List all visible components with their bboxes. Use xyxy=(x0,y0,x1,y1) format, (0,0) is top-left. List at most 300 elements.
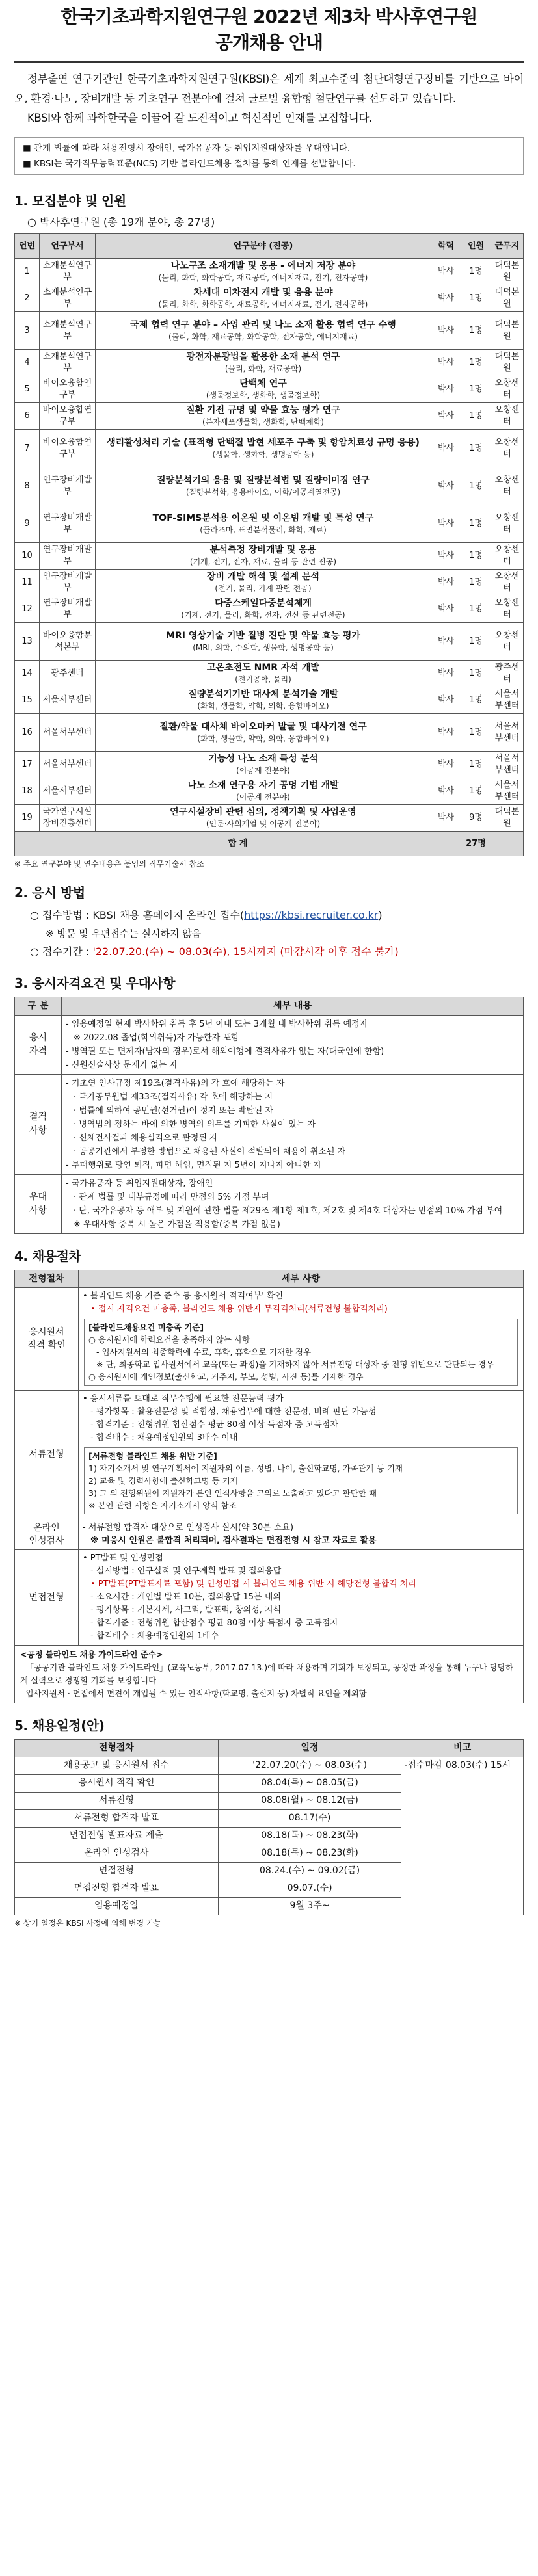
requirement-line: - 신원신술사상 문제가 없는 자 xyxy=(66,1060,178,1070)
table-row xyxy=(15,312,524,350)
apply-method xyxy=(30,906,524,961)
field-major: (기계, 전기, 전자, 재료, 물리 등 관련 전공) xyxy=(189,557,337,567)
row-education: 박사 xyxy=(431,805,461,832)
positions-subtitle: ○ 박사후연구원 (총 19개 분야, 총 27명) xyxy=(27,216,215,228)
row-headcount: 1명 xyxy=(461,505,491,543)
schedule-date: 09.07.(수) xyxy=(218,1880,401,1897)
row-number: 4 xyxy=(15,350,40,376)
table-row xyxy=(15,543,524,570)
row-field xyxy=(96,570,431,596)
column-header: 학력 xyxy=(431,234,461,259)
row-number: 10 xyxy=(15,543,40,570)
box-line: 2) 교육 및 경력사항에 출신학교명 등 기재 xyxy=(88,1475,238,1486)
stage-line: • 블라인드 채용 기준 준수 등 응시원서 적격여부' 확인 xyxy=(83,1291,284,1301)
row-education: 박사 xyxy=(431,687,461,714)
intro-section xyxy=(14,70,524,128)
row-headcount: 1명 xyxy=(461,661,491,687)
column-header: 인원 xyxy=(461,234,491,259)
row-education: 박사 xyxy=(431,403,461,430)
schedule-table-body xyxy=(15,1757,524,1915)
stage-line-warning: • PT발표(PT발표자료 포함) 및 인성면접 시 블라인드 채용 위반 시 해당전형 불합격 처리 xyxy=(90,1579,416,1589)
table-row xyxy=(15,570,524,596)
procedure-row-personality xyxy=(15,1519,524,1549)
schedule-date: 08.08(월) ~ 08.12(금) xyxy=(218,1792,401,1809)
stage-label-text: 응시원서 적격 확인 xyxy=(27,1327,66,1351)
row-headcount: 1명 xyxy=(461,687,491,714)
requirement-line: · 단, 국가유공자 등 애부 및 지원에 관한 법률 제29조 제1항 제1호, 제2호 및 제4호 대상자는 만점의 10% 가점 부여 xyxy=(74,1205,503,1216)
requirement-line: - 병역필 또는 면제자(남자의 경우)로서 해외여행에 결격사유가 없는 자(대국인에 한함) xyxy=(66,1046,384,1057)
requirement-line: · 병역법의 정하는 바에 의한 병역의 의무를 기피한 사실이 있는 자 xyxy=(74,1119,316,1129)
requirement-detail xyxy=(62,1074,524,1174)
row-location: 오창센터 xyxy=(491,596,524,623)
row-headcount: 1명 xyxy=(461,543,491,570)
row-department: 연구장비개발부 xyxy=(40,505,96,543)
column-header: 연번 xyxy=(15,234,40,259)
apply-period-value: '22.07.20.(수) ~ 08.03(수), 15시까지 (마감시각 이후 접수 불가) xyxy=(92,945,399,958)
positions-table-body xyxy=(15,259,524,832)
row-field xyxy=(96,596,431,623)
table-row xyxy=(15,596,524,623)
row-field xyxy=(96,467,431,505)
section-title-positions: 1. 모집분야 및 인원 xyxy=(14,193,126,209)
field-major: (물리, 화학, 재료공학, 화학공학, 전자공학, 에너지재료) xyxy=(168,332,358,341)
box-heading: [블라인드채용요건 미충족 기준] xyxy=(88,1322,204,1332)
requirement-category: 결격 사항 xyxy=(15,1074,62,1174)
field-main: 고온초전도 NMR 자석 개발 xyxy=(207,663,319,674)
schedule-row xyxy=(15,1757,524,1774)
row-location: 서울서부센터 xyxy=(491,687,524,714)
field-major: (이공계 전분야) xyxy=(236,793,290,802)
row-headcount: 1명 xyxy=(461,376,491,403)
row-field xyxy=(96,259,431,285)
notice-box xyxy=(14,137,524,175)
blind-criteria-box xyxy=(84,1319,518,1386)
field-major: (물리, 화학, 화학공학, 재료공학, 에너지재료, 전기, 전자공학) xyxy=(158,300,368,309)
row-number: 19 xyxy=(15,805,40,832)
row-field xyxy=(96,752,431,778)
guideline-heading: <공정 블라인드 채용 가이드라인 준수> xyxy=(20,1649,163,1659)
field-main: TOF-SIMS분석용 이온원 및 이온빔 개발 및 특성 연구 xyxy=(152,512,374,523)
requirement-detail xyxy=(62,1174,524,1233)
field-main: 다중스케일다중분석체계 xyxy=(215,598,312,609)
row-headcount: 1명 xyxy=(461,570,491,596)
table-row xyxy=(15,403,524,430)
row-education: 박사 xyxy=(431,285,461,312)
row-location: 서울서부센터 xyxy=(491,714,524,752)
row-number: 2 xyxy=(15,285,40,312)
stage-label xyxy=(15,1519,79,1549)
schedule-step: 채용공고 및 응시원서 접수 xyxy=(15,1757,219,1774)
schedule-step: 면접전형 발표자료 제출 xyxy=(15,1827,219,1845)
stage-line: - 소요시간 : 개인별 발표 10분, 질의응답 15분 내외 xyxy=(90,1592,281,1602)
row-education: 박사 xyxy=(431,467,461,505)
row-education: 박사 xyxy=(431,623,461,661)
row-location: 대덕본원 xyxy=(491,259,524,285)
box-heading: [서류전형 블라인드 채용 위반 기준] xyxy=(88,1451,217,1461)
row-location: 오창센터 xyxy=(491,430,524,467)
row-field xyxy=(96,687,431,714)
field-major: (질량분석학, 응용바이오, 이학/이공계열전공) xyxy=(185,487,341,497)
field-main: 기능성 나노 소재 특성 분석 xyxy=(208,754,318,765)
table-row xyxy=(15,467,524,505)
table-header-row xyxy=(15,997,524,1015)
requirement-category: 응시 자격 xyxy=(15,1015,62,1074)
field-main: 차세대 이차전지 개발 및 응용 분야 xyxy=(193,287,333,298)
table-header-row xyxy=(15,1739,524,1757)
schedule-step: 서류전형 xyxy=(15,1792,219,1809)
table-row xyxy=(15,714,524,752)
row-field xyxy=(96,623,431,661)
row-number: 14 xyxy=(15,661,40,687)
field-major: (물리, 화학, 화학공학, 재료공학, 에너지재료, 전기, 전자공학) xyxy=(158,273,368,283)
stage-detail xyxy=(79,1549,524,1645)
field-major: (전기, 물리, 기계 관련 전공) xyxy=(215,584,312,594)
column-header: 세부 사항 xyxy=(79,1270,524,1287)
row-location: 광주센터 xyxy=(491,661,524,687)
schedule-step: 온라인 인성검사 xyxy=(15,1845,219,1862)
table-row xyxy=(15,623,524,661)
row-location: 오창센터 xyxy=(491,403,524,430)
row-number: 12 xyxy=(15,596,40,623)
field-main: 나노구조 소재개발 및 응용 - 에너지 저장 분야 xyxy=(170,261,356,272)
positions-footnote: ※ 주요 연구분야 및 연수내용은 붙임의 직무기술서 참조 xyxy=(14,860,204,869)
section-title-apply: 2. 응시 방법 xyxy=(14,884,85,900)
row-location: 대덕본원 xyxy=(491,350,524,376)
row-location: 오창센터 xyxy=(491,543,524,570)
box-line: ※ 단, 최종학교 입사원서에서 교육(또는 과정)을 기재하지 않아 서류전형 대상자 중 전형 위반으로 판단되는 경우 xyxy=(96,1359,494,1369)
row-location: 오창센터 xyxy=(491,467,524,505)
row-field xyxy=(96,661,431,687)
field-major: (분자세포생물학, 생화학, 단백체학) xyxy=(202,417,324,427)
field-major: (생물정보학, 생화학, 생물정보학) xyxy=(206,391,321,401)
row-location: 서울서부센터 xyxy=(491,778,524,805)
table-row xyxy=(15,778,524,805)
row-education: 박사 xyxy=(431,596,461,623)
table-header-row xyxy=(15,234,524,259)
row-headcount: 9명 xyxy=(461,805,491,832)
table-row xyxy=(15,350,524,376)
procedure-table xyxy=(14,1270,524,1646)
row-headcount: 1명 xyxy=(461,430,491,467)
row-department: 서울서부센터 xyxy=(40,687,96,714)
schedule-date: 08.24.(수) ~ 09.02(금) xyxy=(218,1862,401,1880)
field-main: MRI 영상기술 기반 질병 진단 및 약물 효능 평가 xyxy=(166,630,360,641)
stage-label xyxy=(15,1390,79,1519)
stage-detail xyxy=(79,1287,524,1390)
row-field xyxy=(96,805,431,832)
row-education: 박사 xyxy=(431,543,461,570)
apply-method-label: ○ 접수방법 : KBSI 채용 홈페이지 온라인 접수( xyxy=(30,908,245,921)
row-education: 박사 xyxy=(431,570,461,596)
field-main: 생리활성처리 기술 (표적형 단백질 발현 세포주 구축 및 항암치료성 규명 응용) xyxy=(107,437,420,448)
stage-detail xyxy=(79,1519,524,1549)
requirements-table-body xyxy=(15,1015,524,1233)
schedule-step: 면접전형 xyxy=(15,1862,219,1880)
row-field xyxy=(96,714,431,752)
schedule-date: 08.04(목) ~ 08.05(금) xyxy=(218,1774,401,1792)
row-department: 소재분석연구부 xyxy=(40,259,96,285)
schedule-date: 08.18(목) ~ 08.23(화) xyxy=(218,1827,401,1845)
row-department: 연구장비개발부 xyxy=(40,596,96,623)
stage-label-text: 면접전형 xyxy=(29,1592,64,1603)
row-headcount: 1명 xyxy=(461,467,491,505)
field-major: (플라즈마, 표면분석물리, 화학, 재료) xyxy=(200,525,327,534)
row-location: 오창센터 xyxy=(491,376,524,403)
column-header: 세부 내용 xyxy=(62,997,524,1015)
requirement-row xyxy=(15,1174,524,1233)
column-header: 근무지 xyxy=(491,234,524,259)
row-location: 오창센터 xyxy=(491,623,524,661)
row-headcount: 1명 xyxy=(461,623,491,661)
stage-line: - 서류전형 합격자 대상으로 인성검사 실시(약 30분 소요) xyxy=(83,1522,294,1532)
row-field xyxy=(96,350,431,376)
row-location: 오창센터 xyxy=(491,505,524,543)
apply-line-3 xyxy=(30,943,524,961)
title-block xyxy=(14,0,524,56)
row-field xyxy=(96,543,431,570)
row-headcount: 1명 xyxy=(461,403,491,430)
schedule-date: '22.07.20(수) ~ 08.03(수) xyxy=(218,1757,401,1774)
schedule-date: 08.17(수) xyxy=(218,1809,401,1827)
field-main: 국제 협력 연구 분야 – 사업 관리 및 나노 소재 활용 협력 연구 수행 xyxy=(130,319,396,330)
stage-label xyxy=(15,1549,79,1645)
stage-label xyxy=(15,1287,79,1390)
procedure-row-eligibility xyxy=(15,1287,524,1390)
schedule-step: 응시원서 적격 확인 xyxy=(15,1774,219,1792)
row-department: 국가연구시설장비진흥센터 xyxy=(40,805,96,832)
total-row xyxy=(15,832,524,856)
row-headcount: 1명 xyxy=(461,714,491,752)
requirement-line: - 기초연 인사규정 제19조(결격사유)의 각 호에 해당하는 자 xyxy=(66,1078,285,1088)
row-education: 박사 xyxy=(431,259,461,285)
row-department: 바이오융합분석본부 xyxy=(40,623,96,661)
recruit-site-link[interactable]: https://kbsi.recruiter.co.kr xyxy=(244,908,379,921)
row-department: 서울서부센터 xyxy=(40,752,96,778)
stage-label-text: 온라인 인성검사 xyxy=(29,1522,64,1546)
field-major: (물리, 화학, 재료공학) xyxy=(224,364,302,374)
requirement-line: · 국가공무원법 제33조(결격사유) 각 호에 해당하는 자 xyxy=(74,1092,273,1102)
requirement-row xyxy=(15,1015,524,1074)
row-department: 바이오융합연구부 xyxy=(40,376,96,403)
requirement-line: ※ 2022.08 졸업(학위취득)자 가능한자 포함 xyxy=(74,1032,239,1043)
table-row xyxy=(15,752,524,778)
row-education: 박사 xyxy=(431,714,461,752)
row-number: 8 xyxy=(15,467,40,505)
stage-detail xyxy=(79,1390,524,1519)
schedule-date: 08.18(목) ~ 08.23(화) xyxy=(218,1845,401,1862)
row-department: 서울서부센터 xyxy=(40,778,96,805)
section-title-procedure: 4. 채용절차 xyxy=(14,1248,81,1264)
requirement-category: 우대 사항 xyxy=(15,1174,62,1233)
row-headcount: 1명 xyxy=(461,778,491,805)
document-blind-box xyxy=(84,1447,518,1514)
stage-line: • PT발표 및 인성면접 xyxy=(83,1553,163,1563)
table-row xyxy=(15,687,524,714)
requirement-line: ※ 우대사항 중복 시 높은 가점을 적용함(중복 가점 없음) xyxy=(74,1219,280,1229)
requirement-line: - 임용예정일 현재 박사학위 취득 후 5년 이내 또는 3개월 내 박사학위 취득 예정자 xyxy=(66,1019,368,1029)
procedure-row-interview xyxy=(15,1549,524,1645)
column-header: 연구분야 (전공) xyxy=(96,234,431,259)
requirement-line: · 법률에 의하여 공민권(선거권)이 정지 또는 박탈된 자 xyxy=(74,1105,273,1116)
row-department: 소재분석연구부 xyxy=(40,350,96,376)
row-number: 1 xyxy=(15,259,40,285)
stage-line: - 합격배수 : 채용예정인원의 3배수 이내 xyxy=(90,1432,238,1443)
procedure-row-document xyxy=(15,1390,524,1519)
stage-line: • 응시서류를 토대로 직무수행에 필요한 전문능력 평가 xyxy=(83,1393,284,1404)
field-main: 단백체 연구 xyxy=(239,378,287,389)
requirement-line: · 신체건사결과 채용실격으로 판정된 자 xyxy=(74,1133,218,1143)
schedule-step: 임용예정일 xyxy=(15,1897,219,1915)
field-major: (화학, 생물학, 약학, 의학, 융합바이오) xyxy=(197,733,329,743)
table-row xyxy=(15,259,524,285)
schedule-date: 9월 3주~ xyxy=(218,1897,401,1915)
row-number: 9 xyxy=(15,505,40,543)
requirement-detail xyxy=(62,1015,524,1074)
row-number: 5 xyxy=(15,376,40,403)
column-header: 연구부서 xyxy=(40,234,96,259)
field-major: (인문·사회계열 및 이공계 전분야) xyxy=(206,819,321,829)
requirement-row xyxy=(15,1074,524,1174)
row-number: 15 xyxy=(15,687,40,714)
field-main: 연구시설장비 관련 심의, 정책기획 및 사업운영 xyxy=(170,807,356,818)
row-department: 서울서부센터 xyxy=(40,714,96,752)
row-education: 박사 xyxy=(431,350,461,376)
stage-label-text: 서류전형 xyxy=(29,1449,64,1460)
page-title: 한국기초과학지원연구원 2022년 제3차 박사후연구원 xyxy=(61,6,477,27)
field-main: 장비 개발 해석 및 설계 분석 xyxy=(206,572,320,583)
table-header-row xyxy=(15,1270,524,1287)
requirement-line: · 관계 법률 및 내부규정에 따라 만점의 5% 가점 부여 xyxy=(74,1192,269,1202)
stage-line: - 평가항목 : 기본자세, 사고력, 발표력, 창의성, 지식 xyxy=(90,1605,282,1615)
notice-item: ■ 관계 법률에 따라 채용전형시 장애인, 국가유공자 등 취업지원대상자를 우대합니다. xyxy=(23,143,351,153)
row-location: 대덕본원 xyxy=(491,285,524,312)
row-department: 바이오융합연구부 xyxy=(40,430,96,467)
row-number: 16 xyxy=(15,714,40,752)
box-line: 1) 자기소개서 및 연구계획서에 지원자의 이름, 성별, 나이, 출신학교명, 가족관계 등 기재 xyxy=(88,1463,403,1473)
row-field xyxy=(96,778,431,805)
row-education: 박사 xyxy=(431,661,461,687)
row-number: 11 xyxy=(15,570,40,596)
row-department: 소재분석연구부 xyxy=(40,285,96,312)
row-field xyxy=(96,403,431,430)
guideline-line: - 입사지원서 · 면접에서 편견이 개입될 수 있는 인적사항(학교명, 출신지 등) 차별적 요인을 제외함 xyxy=(20,1688,367,1698)
row-department: 연구장비개발부 xyxy=(40,543,96,570)
field-main: 광전자분광법을 활용한 소재 분석 연구 xyxy=(186,352,340,363)
table-row xyxy=(15,805,524,832)
stage-line: - 합격배수 : 채용예정인원의 1배수 xyxy=(90,1631,219,1641)
row-department: 바이오융합연구부 xyxy=(40,403,96,430)
table-row xyxy=(15,430,524,467)
row-headcount: 1명 xyxy=(461,285,491,312)
row-department: 광주센터 xyxy=(40,661,96,687)
row-headcount: 1명 xyxy=(461,596,491,623)
row-number: 6 xyxy=(15,403,40,430)
schedule-step: 서류전형 합격자 발표 xyxy=(15,1809,219,1827)
notice-item: ■ KBSI는 국가직무능력표준(NCS) 기반 블라인드채용 절차를 통해 인재를 선발합니다. xyxy=(23,159,356,169)
field-major: (화학, 생물학, 약학, 의학, 융합바이오) xyxy=(197,702,329,711)
box-line: 3) 그 외 전형위원이 지원자가 본인 인적사항을 고의로 노출하고 있다고 판단한 때 xyxy=(88,1488,377,1498)
row-education: 박사 xyxy=(431,505,461,543)
intro-paragraph-1: 정부출연 연구기관인 한국기초과학지원연구원(KBSI)은 세계 최고수준의 첨단대형연구장비를 기반으로 바이오, 환경·나노, 장비개발 등 기초연구 전분야에 걸쳐 글로벌 융합형 첨단연구를 선도하고 있습니다. xyxy=(14,73,524,105)
row-headcount: 1명 xyxy=(461,259,491,285)
row-field xyxy=(96,505,431,543)
requirement-line: · 공공기관에서 부정한 방법으로 채용된 사실이 적발되어 채용이 취소된 자 xyxy=(74,1146,346,1157)
box-line: ○ 응시원서에 개인정보(출신학교, 거주지, 부모, 성별, 사진 등)를 기재한 경우 xyxy=(88,1371,364,1382)
table-row xyxy=(15,661,524,687)
row-education: 박사 xyxy=(431,752,461,778)
total-label: 합 계 xyxy=(15,832,461,856)
row-field xyxy=(96,285,431,312)
schedule-footnote: ※ 상기 일정은 KBSI 사정에 의해 변경 가능 xyxy=(14,1918,162,1928)
field-major: (MRI, 의학, 수의학, 생물학, 생명공학 등) xyxy=(193,642,334,652)
row-headcount: 1명 xyxy=(461,752,491,778)
stage-line-warning: • 접시 자격요건 미충족, 블라인드 채용 위반자 무격격처리(서류전형 불합격처리) xyxy=(90,1304,388,1314)
blind-guideline-box xyxy=(14,1646,524,1703)
row-number: 13 xyxy=(15,623,40,661)
row-field xyxy=(96,430,431,467)
field-main: 질량분석기의 응용 및 질량분석법 및 질량이미징 연구 xyxy=(157,475,370,486)
box-line: ※ 본인 관련 사항은 자기소개서 양식 참조 xyxy=(88,1500,237,1510)
row-location: 대덕본원 xyxy=(491,805,524,832)
stage-line: - 실시방법 : 연구실적 및 연구계획 발표 및 질의응답 xyxy=(90,1566,282,1576)
column-header: 일정 xyxy=(218,1739,401,1757)
table-row xyxy=(15,376,524,403)
row-number: 3 xyxy=(15,312,40,350)
row-field xyxy=(96,312,431,350)
field-main: 질량분석기기반 대사체 분석기술 개발 xyxy=(187,689,338,700)
box-line: - 입사지원서의 최종학력에 수료, 휴학, 휴학으로 기재한 경우 xyxy=(96,1347,312,1357)
row-headcount: 1명 xyxy=(461,312,491,350)
stage-line: - 합격기준 : 전형위원 합산점수 평균 80점 이상 득점자 중 고득점자 xyxy=(90,1419,338,1430)
row-education: 박사 xyxy=(431,376,461,403)
row-department: 소재분석연구부 xyxy=(40,312,96,350)
stage-line: - 평가항목 : 활용전문성 및 적합성, 채용업무에 대한 전문성, 비례 판단 가능성 xyxy=(90,1406,377,1417)
requirement-line: - 부패행위로 당연 퇴직, 파면 해임, 면직된 지 5년이 지나지 아니한 자 xyxy=(66,1160,322,1170)
total-value: 27명 xyxy=(461,832,491,856)
apply-line-1 xyxy=(30,906,524,925)
table-row xyxy=(15,505,524,543)
row-number: 17 xyxy=(15,752,40,778)
row-headcount: 1명 xyxy=(461,350,491,376)
row-location: 오창센터 xyxy=(491,570,524,596)
stage-line: ※ 미응시 인원은 불합격 처리되며, 검사결과는 면접전형 시 참고 자료로 활용 xyxy=(90,1535,377,1545)
requirement-line: - 국가유공자 등 취업지원대상자, 장애인 xyxy=(66,1178,213,1189)
row-department: 연구장비개발부 xyxy=(40,467,96,505)
field-major: (전기공학, 물리) xyxy=(235,675,291,685)
row-education: 박사 xyxy=(431,778,461,805)
section-title-requirements: 3. 응시자격요건 및 우대사항 xyxy=(14,975,175,991)
row-number: 18 xyxy=(15,778,40,805)
page-subtitle: 공개채용 안내 xyxy=(215,32,323,53)
field-main: 질환 기전 규명 및 약물 효능 평가 연구 xyxy=(186,405,340,416)
row-number: 7 xyxy=(15,430,40,467)
field-main: 분석측정 장비개발 및 응용 xyxy=(209,545,317,556)
row-location: 서울서부센터 xyxy=(491,752,524,778)
row-location: 대덕본원 xyxy=(491,312,524,350)
title-divider xyxy=(14,61,524,63)
apply-method-suffix: ) xyxy=(378,908,383,921)
total-empty xyxy=(491,832,524,856)
row-education: 박사 xyxy=(431,430,461,467)
field-main: 나노 소재 연구용 자기 공명 기법 개발 xyxy=(187,780,339,791)
field-major: (생물학, 생화학, 생명공학 등) xyxy=(212,449,314,459)
apply-period-label: ○ 접수기간 : xyxy=(30,945,93,958)
row-department: 연구장비개발부 xyxy=(40,570,96,596)
schedule-table xyxy=(14,1739,524,1915)
column-header: 구 분 xyxy=(15,997,62,1015)
section-title-schedule: 5. 채용일정(안) xyxy=(14,1717,105,1733)
intro-paragraph-2: KBSI와 함께 과학한국을 이끌어 갈 도전적이고 혁신적인 인재를 모집합니다. xyxy=(27,112,372,124)
